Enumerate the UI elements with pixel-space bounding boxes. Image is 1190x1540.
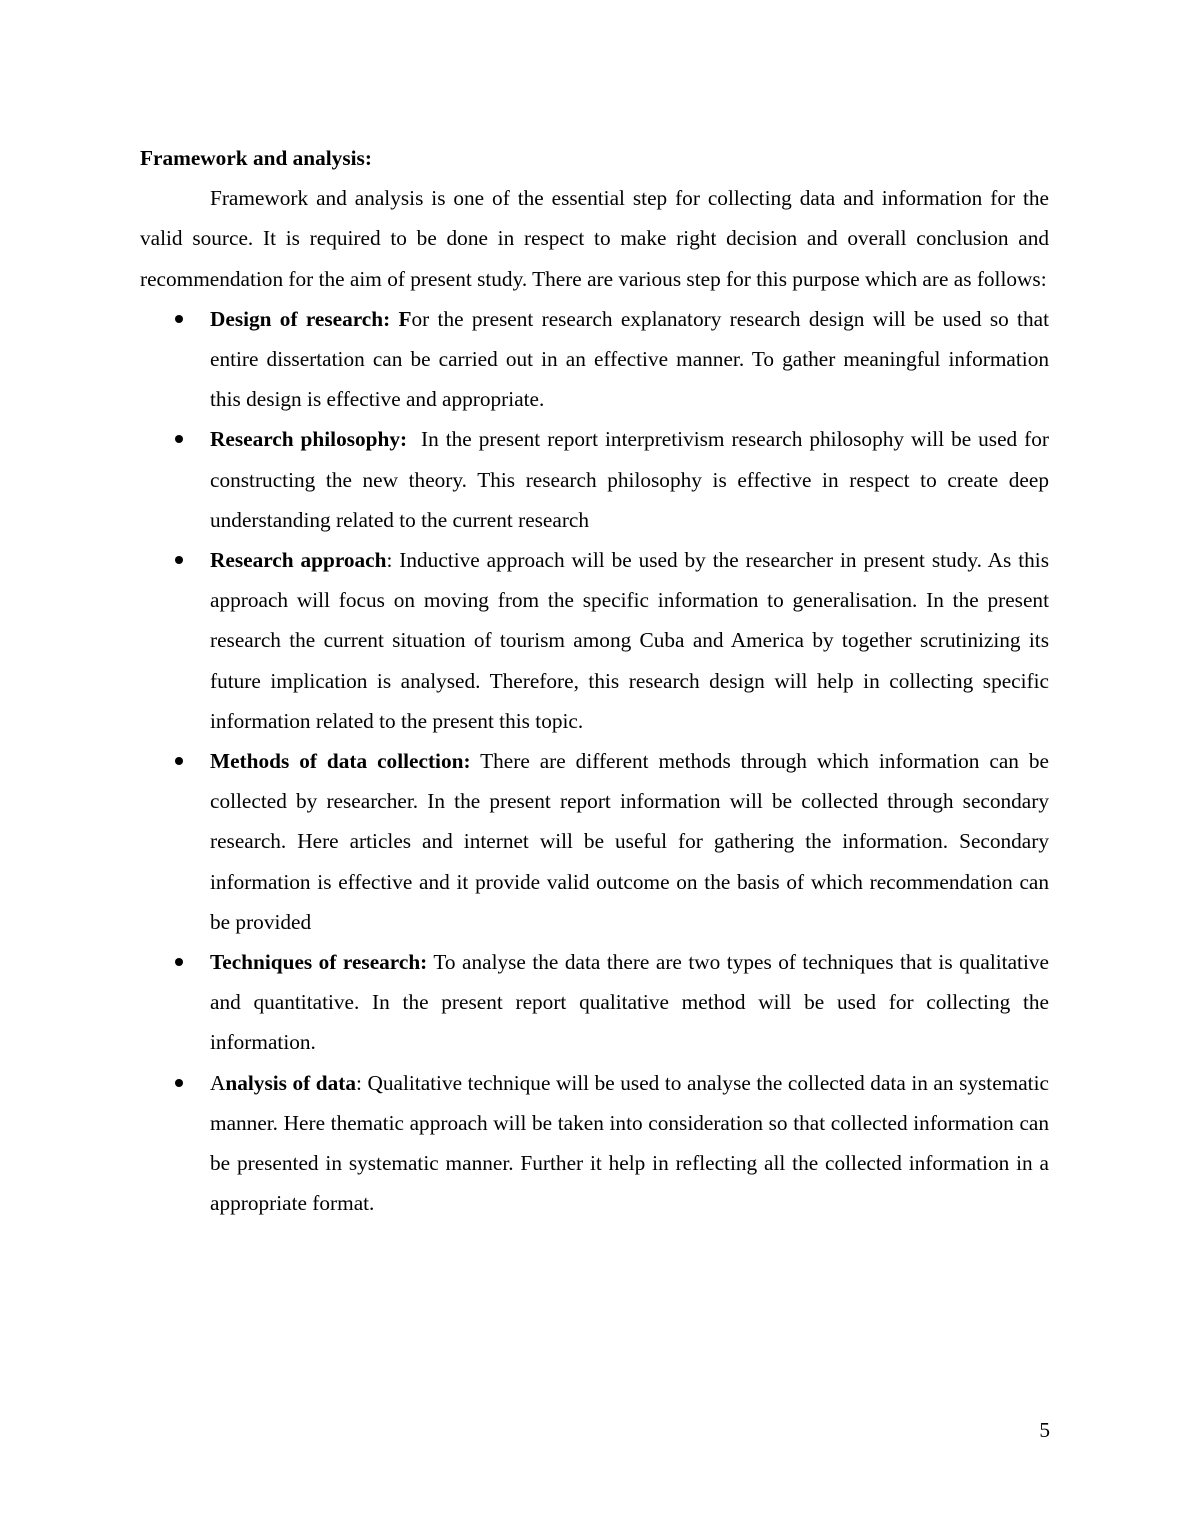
bullet-icon [175, 757, 183, 765]
list-item [140, 741, 1049, 942]
section-heading: Framework and analysis: [140, 146, 372, 170]
list-item [140, 1063, 1049, 1224]
bullet-icon [175, 435, 183, 443]
bullet-list [140, 299, 1055, 1224]
bullet-icon [175, 315, 183, 323]
item-text: To analyse the data there are two types of techniques that is qualitative and quantitative. In the present report qualitative method will be used for collecting the information. [210, 950, 1049, 1055]
intro-paragraph: Framework and analysis is one of the essential step for collecting data and information for the valid source. It is required to be done in respect to make right decision and overall conclusion and recommendation for the aim of present study. There are various step for this purpose which are as follows: [140, 186, 1049, 291]
item-prefix: A [210, 1070, 226, 1095]
item-term: nalysis of data [225, 1070, 356, 1095]
page-number: 5 [1039, 1418, 1050, 1442]
list-item [140, 942, 1049, 1063]
bullet-icon [175, 958, 183, 966]
list-item [140, 299, 1049, 420]
item-term: Research approach [210, 548, 387, 573]
bullet-icon [175, 1079, 183, 1087]
list-item [140, 540, 1049, 741]
item-text: : Qualitative technique will be used to analyse the collected data in an systematic manner. Here thematic approach will be taken into consideration so that collected information can be presented in systematic manner. Further it help in reflecting all the collected information in a appropriate format. [210, 1070, 1049, 1216]
item-term: Techniques of research: [210, 950, 428, 975]
list-item [140, 419, 1055, 540]
item-term: Methods of data collection: [210, 749, 471, 774]
item-text: In the present report interpretivism research philosophy will be used for constructing the new theory. This research philosophy is effective in respect to create deep understanding related to the current research [210, 427, 1055, 532]
item-text: There are different methods through which information can be collected by researcher. In the present report information will be collected through secondary research. Here articles and internet will be useful for gathering the information. Secondary information is effective and it provide valid outcome on the basis of which recommendation can be provided [210, 749, 1049, 934]
bullet-icon [175, 556, 183, 564]
item-text: or the present research explanatory research design will be used so that entire dissertation can be carried out in an effective manner. To gather meaningful information this design is effective and appropriate. [210, 306, 1049, 412]
item-term: Design of research: F [210, 306, 412, 331]
page-content [140, 138, 1055, 1223]
item-term: Research philosophy: [210, 427, 408, 452]
item-text: : Inductive approach will be used by the researcher in present study. As this approach will focus on moving from the specific information to generalisation. In the present research the current situation of tourism among Cuba and America by together scrutinizing its future implication is analysed. Therefore, this research design will help in collecting specific information related to the present this topic. [210, 548, 1049, 733]
